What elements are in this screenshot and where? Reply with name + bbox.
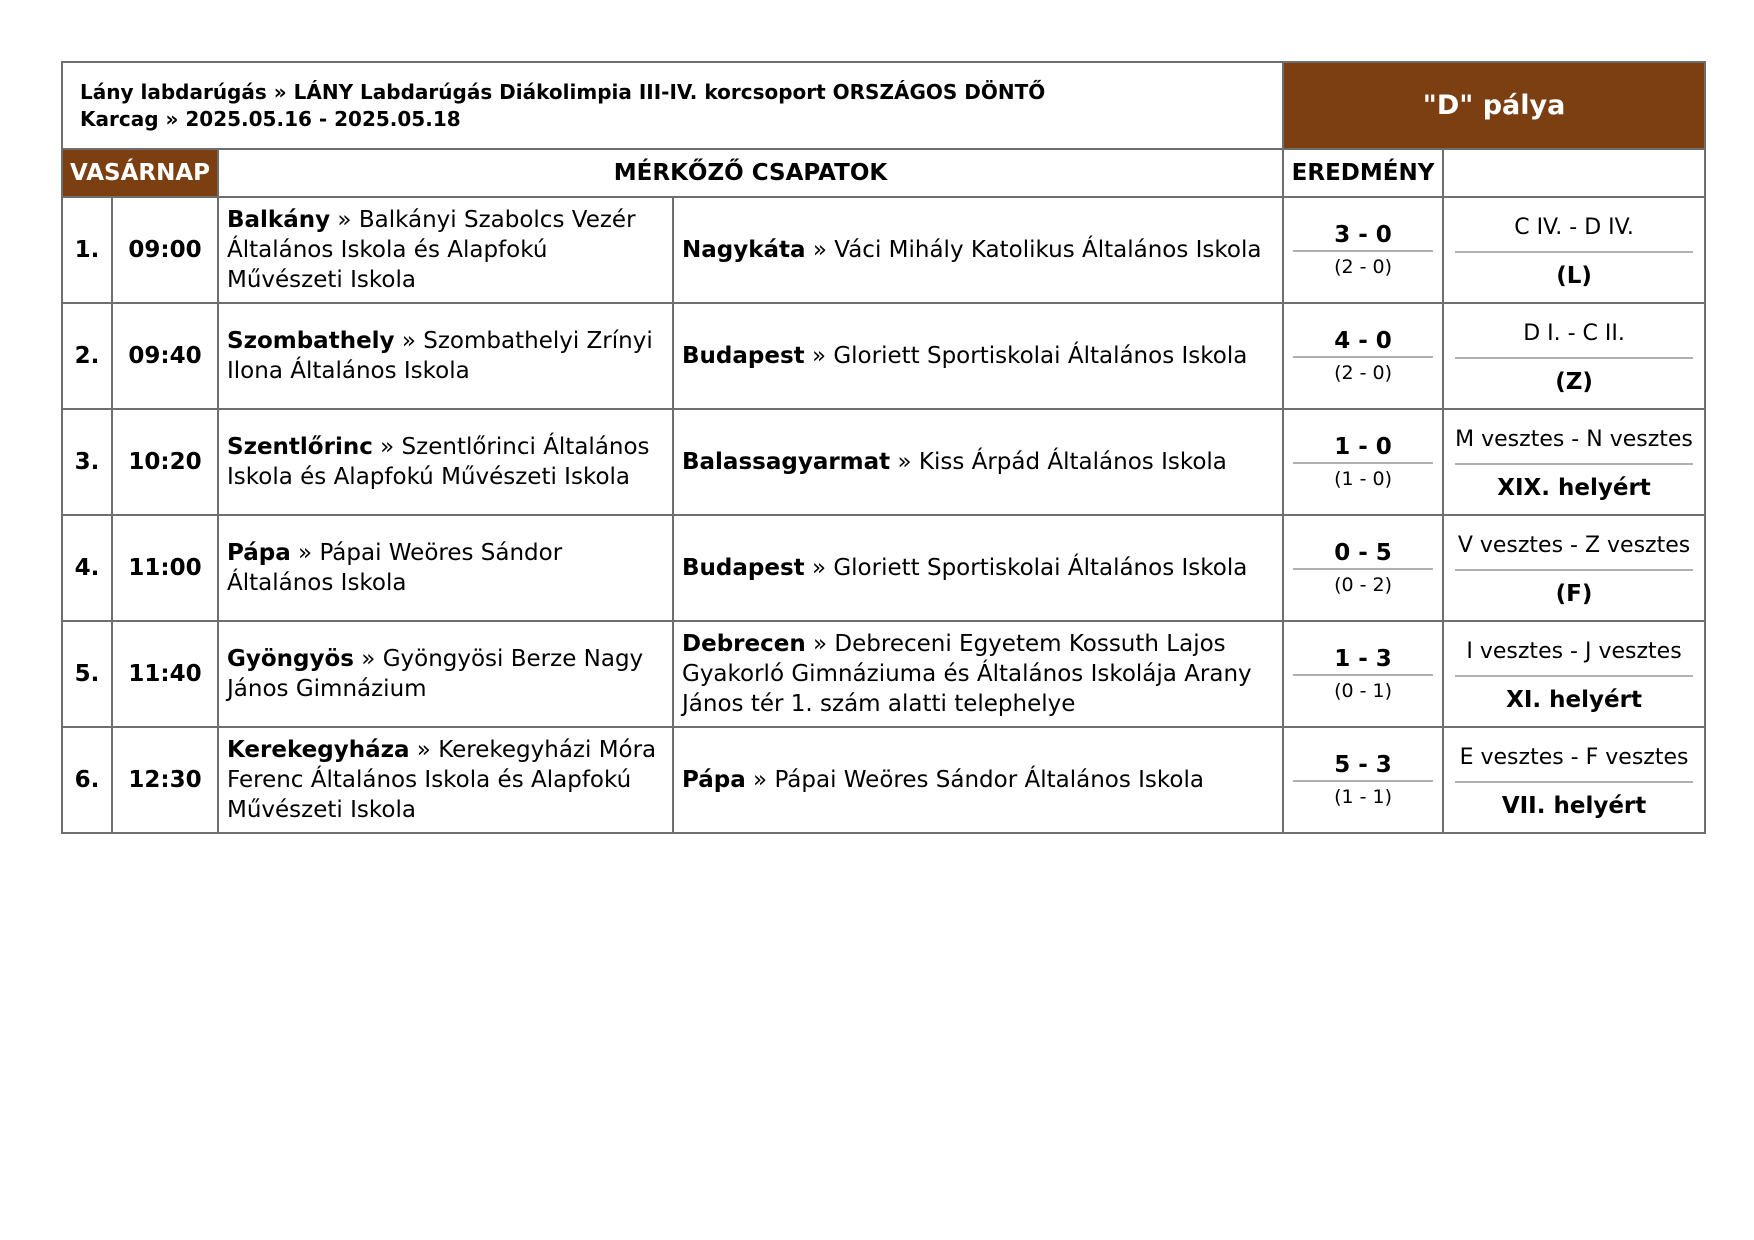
score-cell	[1283, 727, 1443, 833]
match-time: 10:20	[112, 409, 218, 515]
result-column-header: EREDMÉNY	[1283, 149, 1443, 197]
score-cell	[1283, 409, 1443, 515]
bracket-result: XI. helyért	[1506, 687, 1642, 713]
away-city: Debrecen	[682, 631, 806, 657]
bracket-pairing: V vesztes - Z vesztes	[1455, 529, 1693, 571]
home-team	[218, 197, 673, 303]
score-cell	[1283, 515, 1443, 621]
away-school: » Gloriett Sportiskolai Általános Iskola	[804, 343, 1248, 369]
halftime-score: (2 - 0)	[1334, 256, 1392, 278]
bracket-pairing: D I. - C II.	[1455, 317, 1693, 359]
match-time: 09:40	[112, 303, 218, 409]
home-team	[218, 727, 673, 833]
match-time: 12:30	[112, 727, 218, 833]
header-row	[62, 62, 1705, 149]
competition-title: Lány labdarúgás » LÁNY Labdarúgás Diákolimpia III-IV. korcsoport ORSZÁGOS DÖNTŐ	[80, 79, 1046, 104]
bracket-pairing: M vesztes - N vesztes	[1455, 423, 1693, 465]
final-score: 3 - 0	[1293, 222, 1433, 252]
match-number: 2.	[62, 303, 112, 409]
final-score: 1 - 0	[1293, 434, 1433, 464]
away-team	[673, 197, 1283, 303]
away-school: » Gloriett Sportiskolai Általános Iskola	[804, 555, 1248, 581]
away-team	[673, 409, 1283, 515]
match-row	[62, 515, 1705, 621]
match-row	[62, 303, 1705, 409]
bracket-cell	[1443, 515, 1705, 621]
bracket-pairing: I vesztes - J vesztes	[1455, 635, 1693, 677]
halftime-score: (2 - 0)	[1334, 362, 1392, 384]
away-city: Budapest	[682, 555, 805, 581]
home-team	[218, 621, 673, 727]
match-time: 11:00	[112, 515, 218, 621]
schedule-table	[61, 61, 1706, 834]
final-score: 5 - 3	[1293, 752, 1433, 782]
away-school: » Kiss Árpád Általános Iskola	[890, 449, 1227, 475]
match-number: 1.	[62, 197, 112, 303]
bracket-cell	[1443, 409, 1705, 515]
away-team	[673, 515, 1283, 621]
notes-column-header	[1443, 149, 1705, 197]
home-school: » Kerekegyházi Móra Ferenc Általános Iskola és Alapfokú Művészeti Iskola	[227, 737, 657, 823]
score-cell	[1283, 621, 1443, 727]
away-team	[673, 303, 1283, 409]
home-city: Gyöngyös	[227, 646, 354, 672]
home-school: » Szombathelyi Zrínyi Ilona Általános Iskola	[227, 328, 653, 384]
bracket-result: VII. helyért	[1501, 793, 1647, 819]
home-city: Kerekegyháza	[227, 737, 410, 763]
bracket-cell	[1443, 727, 1705, 833]
match-number: 5.	[62, 621, 112, 727]
match-time: 09:00	[112, 197, 218, 303]
bracket-result: (F)	[1555, 581, 1593, 607]
bracket-cell	[1443, 197, 1705, 303]
match-time: 11:40	[112, 621, 218, 727]
final-score: 1 - 3	[1293, 646, 1433, 676]
teams-column-header: MÉRKŐZŐ CSAPATOK	[218, 149, 1283, 197]
score-cell	[1283, 197, 1443, 303]
bracket-result: XIX. helyért	[1497, 475, 1651, 501]
bracket-pairing: E vesztes - F vesztes	[1455, 741, 1693, 783]
away-team	[673, 727, 1283, 833]
venue-dates: Karcag » 2025.05.16 - 2025.05.18	[80, 106, 461, 131]
match-row	[62, 409, 1705, 515]
halftime-score: (1 - 0)	[1334, 468, 1392, 490]
column-header-row	[62, 149, 1705, 197]
final-score: 4 - 0	[1293, 328, 1433, 358]
competition-info	[62, 62, 1283, 149]
bracket-pairing: C IV. - D IV.	[1455, 211, 1693, 253]
away-school: » Váci Mihály Katolikus Általános Iskola	[805, 237, 1262, 263]
match-row	[62, 197, 1705, 303]
away-school: » Debreceni Egyetem Kossuth Lajos Gyakorló Gimnáziuma és Általános Iskolája Arany János tér 1. szám alatti telephelye	[682, 631, 1252, 717]
away-city: Balassagyarmat	[682, 449, 891, 475]
halftime-score: (1 - 1)	[1334, 786, 1392, 808]
home-city: Szentlőrinc	[227, 434, 373, 460]
score-cell	[1283, 303, 1443, 409]
match-number: 6.	[62, 727, 112, 833]
final-score: 0 - 5	[1293, 540, 1433, 570]
bracket-result: (Z)	[1555, 369, 1593, 395]
away-school: » Pápai Weöres Sándor Általános Iskola	[745, 767, 1204, 793]
home-city: Pápa	[227, 540, 291, 566]
match-row	[62, 621, 1705, 727]
bracket-cell	[1443, 303, 1705, 409]
match-number: 4.	[62, 515, 112, 621]
home-school: » Szentlőrinci Általános Iskola és Alapfokú Művészeti Iskola	[227, 434, 650, 490]
halftime-score: (0 - 2)	[1334, 574, 1392, 596]
home-school: » Balkányi Szabolcs Vezér Általános Iskola és Alapfokú Művészeti Iskola	[227, 207, 636, 293]
home-school: » Pápai Weöres Sándor Általános Iskola	[227, 540, 563, 596]
away-team	[673, 621, 1283, 727]
bracket-result: (L)	[1556, 263, 1592, 289]
match-row	[62, 727, 1705, 833]
home-team	[218, 515, 673, 621]
match-number: 3.	[62, 409, 112, 515]
pitch-label: "D" pálya	[1283, 62, 1705, 149]
day-label: VASÁRNAP	[62, 149, 218, 197]
bracket-cell	[1443, 621, 1705, 727]
away-city: Nagykáta	[682, 237, 806, 263]
away-city: Pápa	[682, 767, 746, 793]
halftime-score: (0 - 1)	[1334, 680, 1392, 702]
home-team	[218, 409, 673, 515]
home-team	[218, 303, 673, 409]
home-city: Balkány	[227, 207, 331, 233]
away-city: Budapest	[682, 343, 805, 369]
home-city: Szombathely	[227, 328, 395, 354]
home-school: » Gyöngyösi Berze Nagy János Gimnázium	[227, 646, 644, 702]
